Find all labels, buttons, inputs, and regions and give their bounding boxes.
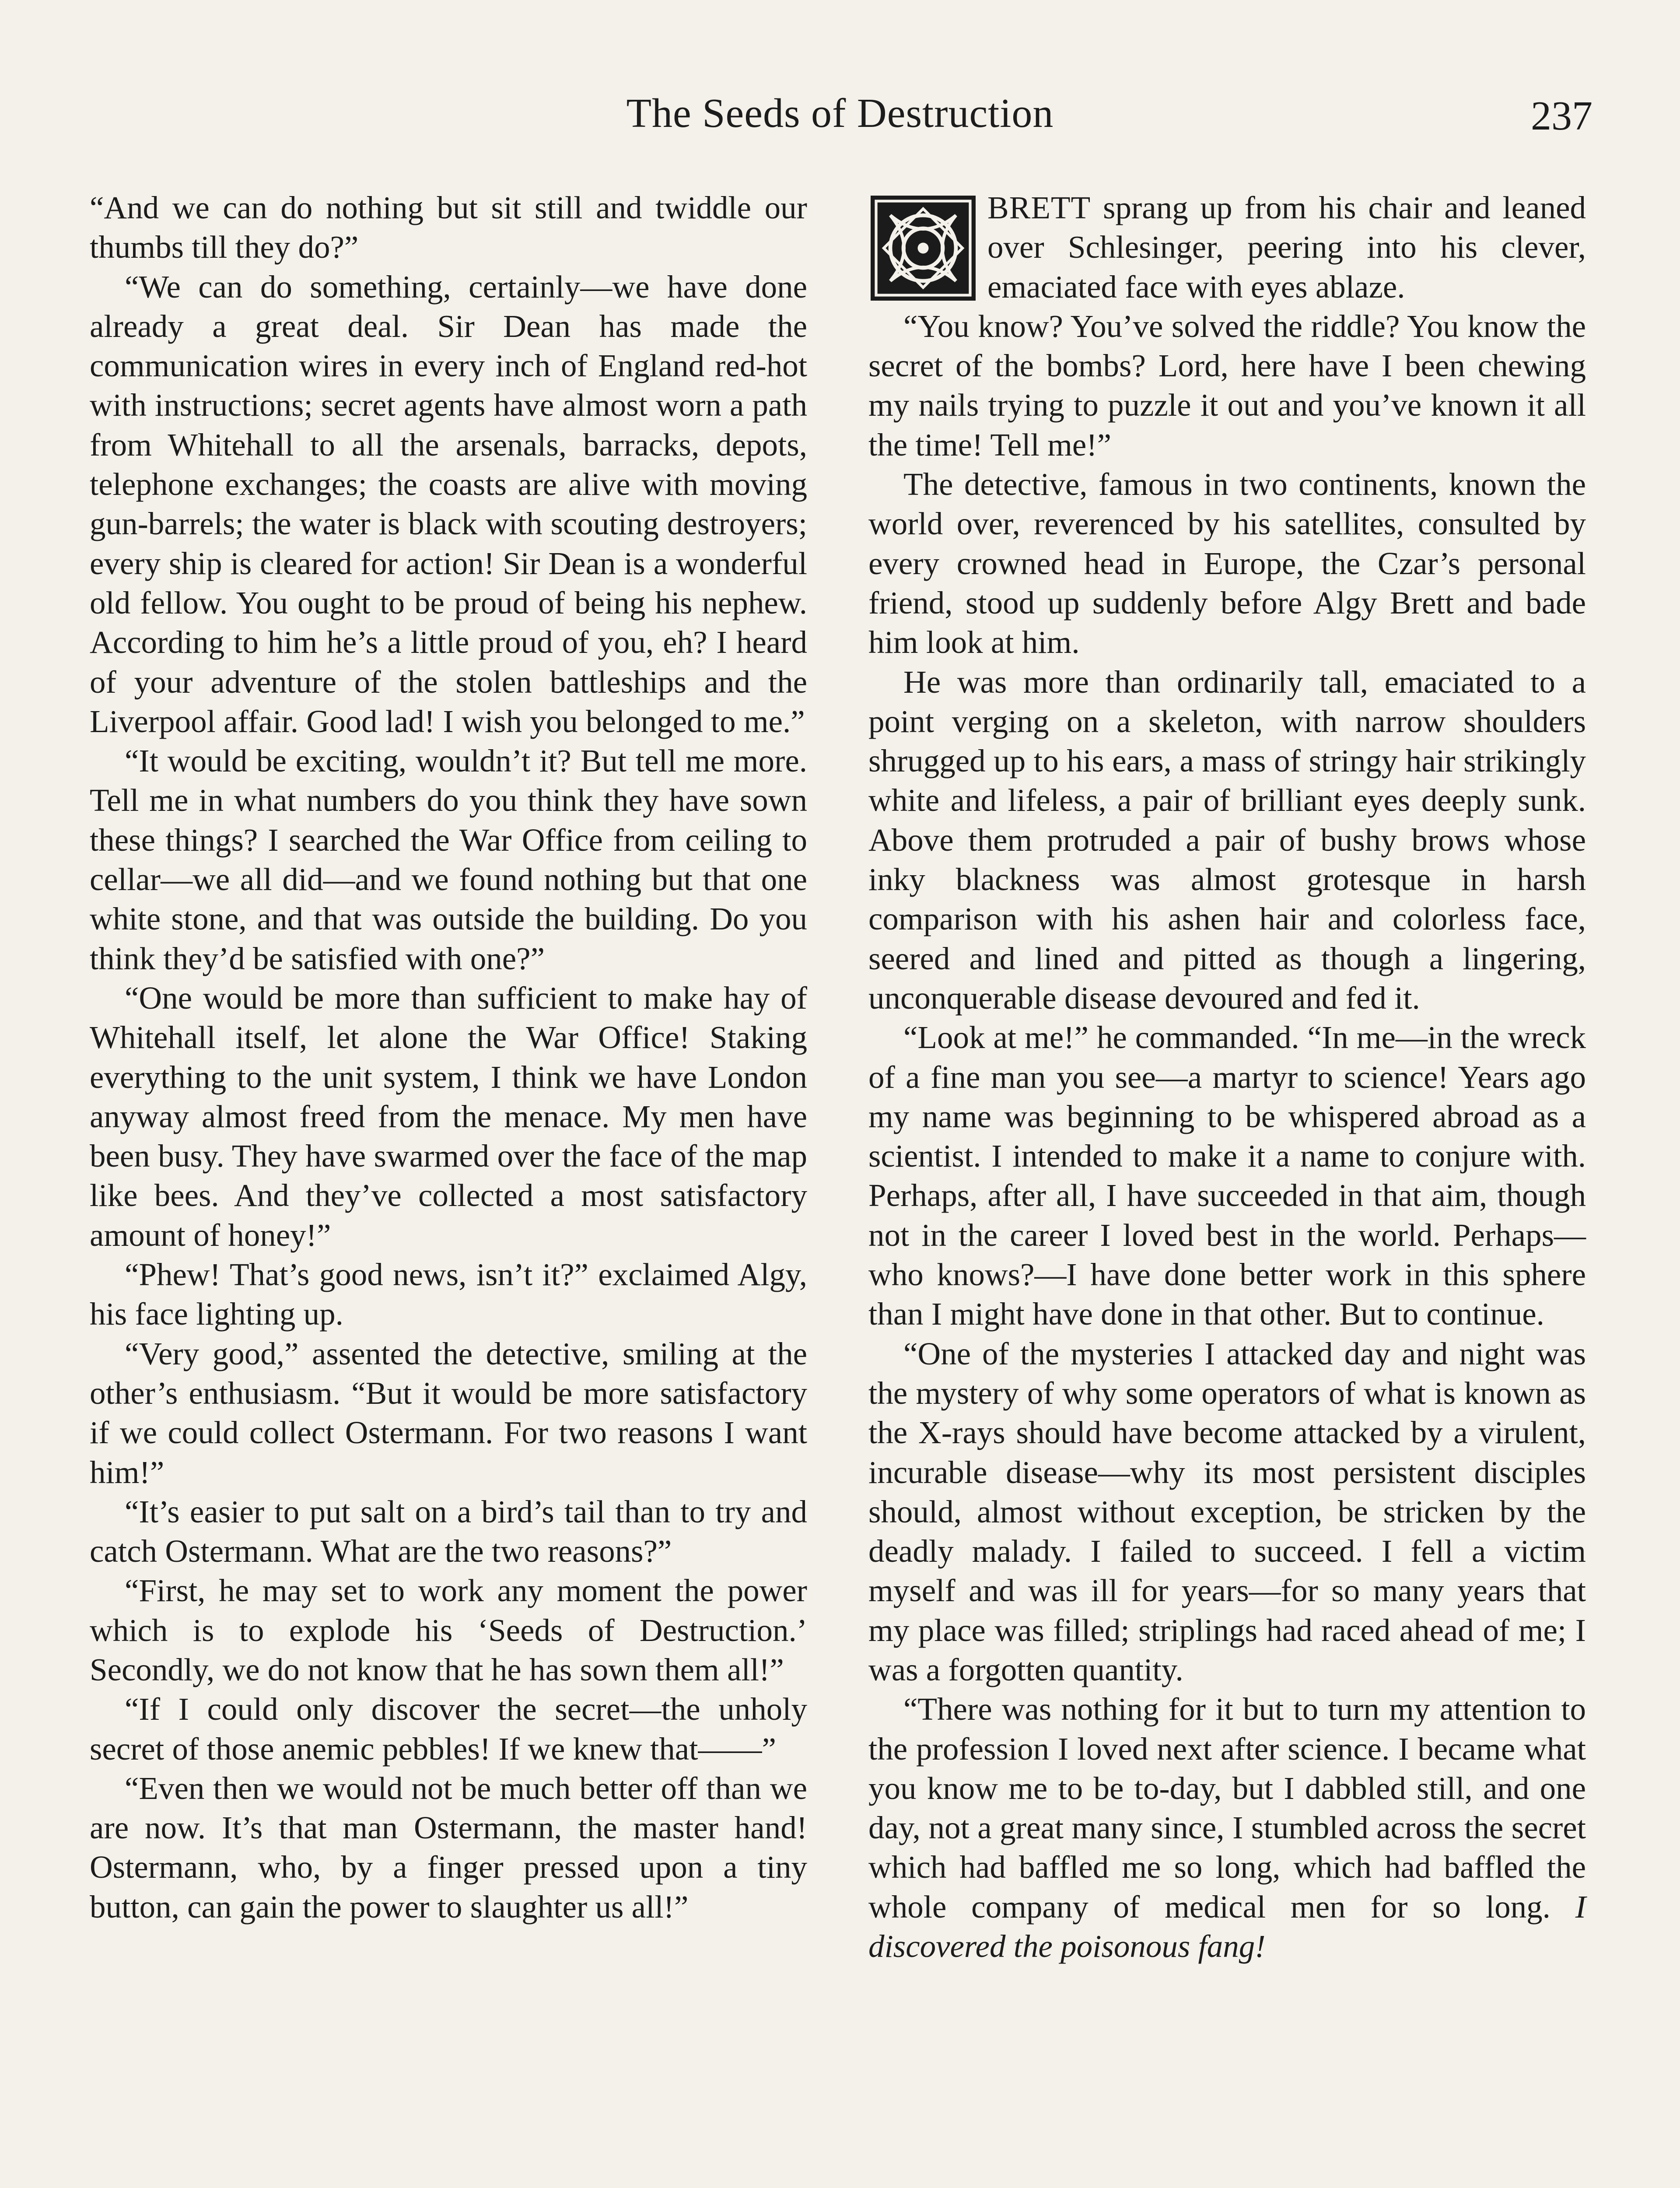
paragraph: “First, he may set to work any moment the power which is to explode his ‘Seeds of Destruction.’ Secondly, we do not know that he has sown them all!”	[90, 1573, 807, 1687]
paragraph: “We can do something, certainly—we have done already a great deal. Sir Dean has made the communication wires in every inch of England red-hot with instructions; secret agents have almost worn a path from Whitehall to all the arsenals, barracks, depots, telephone exchanges; the coasts are alive with moving gun-barrels; the water is black with scouting destroyers; every ship is cleared for action! Sir Dean is a wonderful old fellow. You ought to be proud of being his nephew. According to him he’s a little proud of you, eh? I heard of your adventure of the stolen battleships and the Liverpool affair. Good lad! I wish you belonged to me.”	[90, 269, 807, 739]
paragraph: “Even then we would not be much better off than we are now. It’s that man Ostermann, the master hand! Ostermann, who, by a finger pressed upon a tiny button, can gain the power to slaughter us all!”	[90, 1770, 807, 1925]
paragraph: “And we can do nothing but sit still and twiddle our thumbs till they do?”	[90, 190, 807, 265]
final-text: “There was nothing for it but to turn my attention to the profession I loved next after science. I became what you know me to be to-day, but I dabbled still, and one day, not a great many since, I stumbled across the secret which had baffled me so long, which had baffled the whole company of medical men for so long.	[868, 1691, 1586, 1925]
running-head	[88, 90, 1592, 142]
opening-text: sprang up from his chair and leaned over Schlesinger, peering into his clever, emaciated face with eyes ablaze.	[987, 190, 1586, 305]
paragraph: “Phew! That’s good news, isn’t it?” exclaimed Algy, his face lighting up.	[90, 1257, 807, 1332]
final-paragraph	[868, 1690, 1586, 1966]
running-title: The Seeds of Destruction	[626, 91, 1054, 136]
left-column	[90, 188, 807, 1927]
paragraph: The detective, famous in two continents, known the world over, reverenced by his satellites, consulted by every crowned head in Europe, the Czar’s personal friend, stood up suddenly before Algy Brett and bade him look at him.	[868, 466, 1586, 660]
paragraph: “Look at me!” he commanded. “In me—in the wreck of a fine man you see—a martyr to science! Years ago my name was beginning to be whispered abroad as a scientist. I intended to make it a name to conjure with. Perhaps, after all, I have succeeded in that aim, though not in the career I loved best in the world. Perhaps—who knows?—I have done better work in this sphere than I might have done in that other. But to continue.	[868, 1020, 1586, 1332]
paragraph: “Very good,” assented the detective, smiling at the other’s enthusiasm. “But it would be more satisfactory if we could collect Ostermann. For two reasons I want him!”	[90, 1336, 807, 1490]
italic-conclusion: I discovered the poisonous fang!	[868, 1889, 1586, 1964]
paragraph: “If I could only discover the secret—the unholy secret of those anemic pebbles! If we knew that——”	[90, 1691, 807, 1767]
right-column	[868, 188, 1586, 1966]
paragraph: “It would be exciting, wouldn’t it? But tell me more. Tell me in what numbers do you think they have sown these things? I searched the War Office from ceiling to cellar—we all did—and we found nothing but that one white stone, and that was outside the building. Do you think they’d be satisfied with one?”	[90, 743, 807, 976]
paragraph: “One of the mysteries I attacked day and night was the mystery of why some operators of what is known as the X-rays should have become attacked by a virulent, incurable disease—why its most persistent disciples should, almost without exception, be stricken by the deadly malady. I failed to succeed. I fell a victim myself and was ill for years—for so many years that my place was filled; striplings had raced ahead of me; I was a forgotten quantity.	[868, 1336, 1586, 1687]
paragraph: “It’s easier to put salt on a bird’s tail than to try and catch Ostermann. What are the two reasons?”	[90, 1494, 807, 1569]
celtic-knot-ornament-icon	[868, 193, 978, 303]
paragraph: “One would be more than sufficient to make hay of Whitehall itself, let alone the War Office! Staking everything to the unit system, I think we have London anyway almost freed from the menace. My men have been busy. They have swarmed over the face of the map like bees. And they’ve collected a most satisfactory amount of honey!”	[90, 980, 807, 1253]
opening-paragraph	[868, 188, 1586, 307]
opening-word: BRETT	[987, 190, 1091, 225]
paragraph: “You know? You’ve solved the riddle? You know the secret of the bombs? Lord, here have I been chewing my nails trying to puzzle it out and you’ve known it all the time! Tell me!”	[868, 308, 1586, 463]
paragraph: He was more than ordinarily tall, emaciated to a point verging on a skeleton, with narrow shoulders shrugged up to his ears, a mass of stringy hair strikingly white and lifeless, a pair of brilliant eyes deeply sunk. Above them protruded a pair of bushy brows whose inky blackness was almost grotesque in harsh comparison with his ashen hair and colorless face, seered and lined and pitted as though a lingering, unconquerable disease devoured and fed it.	[868, 664, 1586, 1016]
page-number: 237	[1531, 93, 1592, 139]
